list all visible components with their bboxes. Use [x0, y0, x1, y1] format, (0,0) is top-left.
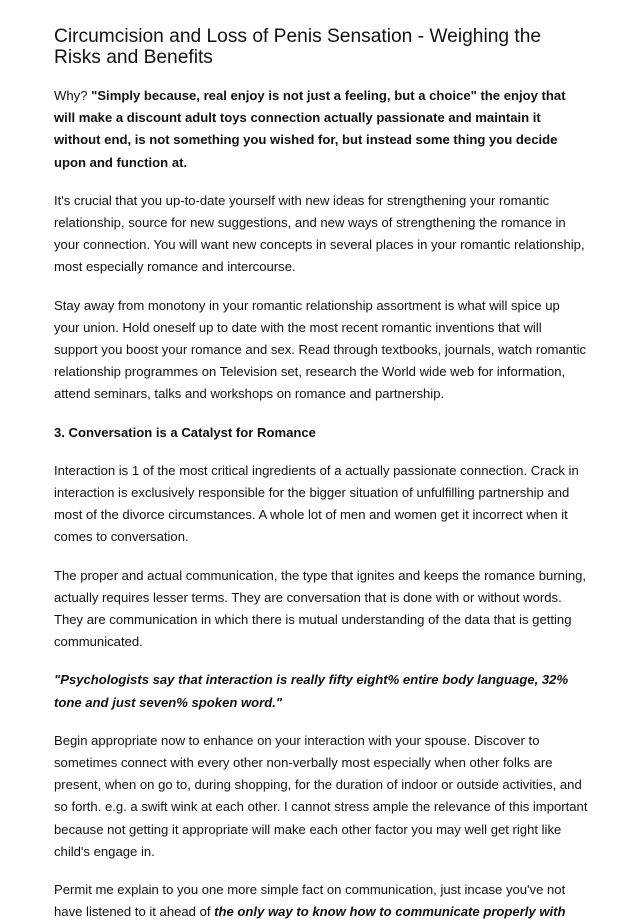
paragraph-monotony: Stay away from monotony in your romantic relationship assortment is what will spice up your union. Hold oneself up to date with the most recent romantic inventions that will support you boost your romance and sex. Read through textbooks, journals, watch romantic relationship programmes on Television set, research the World wide web for information, attend seminars, talks and workshops on romance and partnership.: [54, 297, 587, 402]
intro-bold-quote: "Simply because, real enjoy is not just a feeling, but a choice" the enjoy that will make a discount adult toys connection actually passionate and maintain it without end, is not something you wished for, but instead some thing you decide upon and function at.: [54, 88, 566, 170]
section-heading-conversation: 3. Conversation is a Catalyst for Romance: [54, 424, 316, 440]
paragraph-interaction: Interaction is 1 of the most critical ingredients of a actually passionate connection. Crack in interaction is exclusively responsible for the bigger situation of unfulfilling partnership and most of the divorce circumstances. A whole lot of men and women get it incorrect when it comes to conversation.: [54, 462, 579, 545]
paragraph-simple-fact: [54, 879, 588, 923]
psychologists-quote: "Psychologists say that interaction is really fifty eight% entire body language, 32% tone and just seven% spoken word.": [54, 672, 569, 710]
paragraph-update-ideas: It's crucial that you up-to-date yourself with new ideas for strengthening your romantic relationship, source for new suggestions, and new ways of strengthening the romance in your connection. You will want new concepts in several places in your romantic relationship, most especially romance and intercourse.: [54, 192, 585, 275]
simple-fact-emphasis: the only way to know how to communicate properly with: [214, 904, 566, 920]
paragraph-proper-communication: The proper and actual communication, the type that ignites and keeps the romance burning, actually requires lesser terms. They are conversation that is done with or without words. They are communication in which there is mutual understanding of the data that is getting communicated.: [54, 567, 587, 650]
paragraph-begin-now: Begin appropriate now to enhance on your interaction with your spouse. Discover to sometimes connect with every other non-verbally most especially when other folks are present, when on go to, during shopping, for the duration of indoor or outside activities, and so forth. e.g. a swift wink at each other. I cannot stress ample the relevance of this important because not getting it appropriate will make each other factor you may well get right like child's engage in.: [54, 732, 588, 859]
document-title: Circumcision and Loss of Penis Sensation - Weighing the Risks and Benefits: [54, 26, 542, 68]
intro-paragraph: [54, 85, 588, 174]
simple-fact-text: Permit me explain to you one more simple fact on communication, just incase you've not have listened to it ahead of: [54, 882, 566, 920]
intro-lead: Why?: [54, 88, 92, 103]
